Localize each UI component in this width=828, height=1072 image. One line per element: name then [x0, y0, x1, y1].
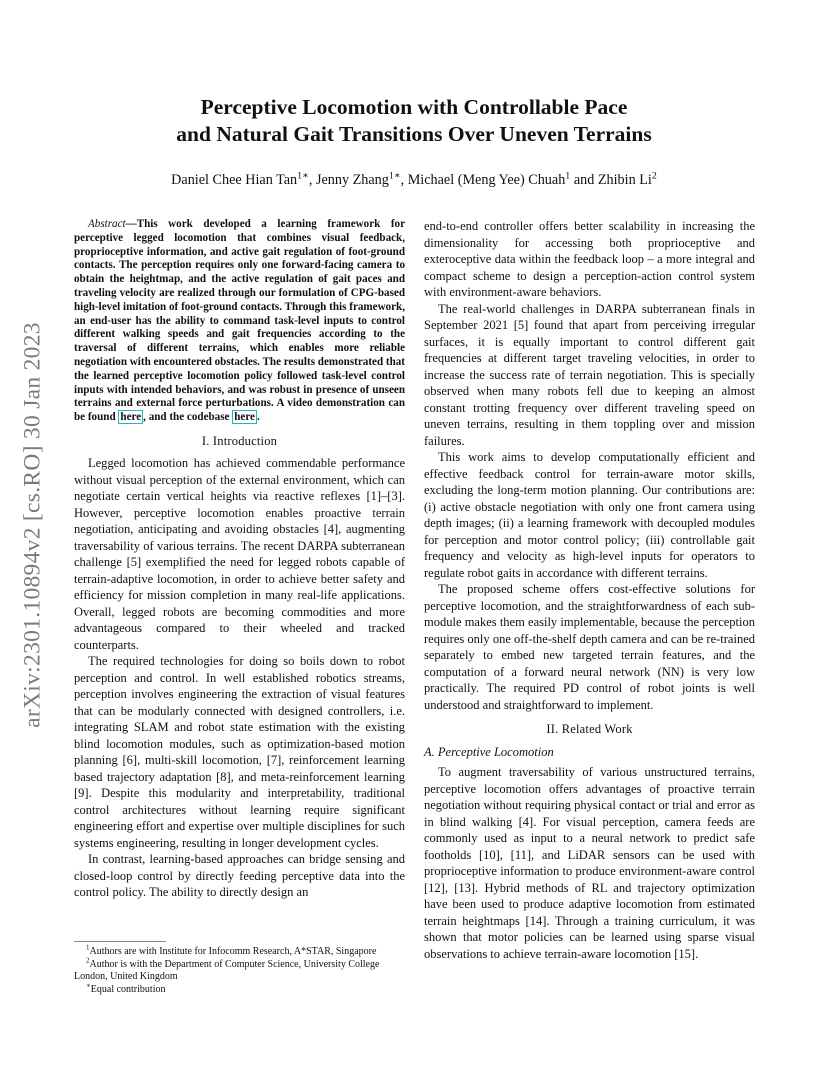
intro-paragraph-1: Legged locomotion has achieved commendable performance without visual perception of the external environment, which can negotiate certain vertical heights via reactive reflexes [1]–[3]. However, perceptive locomotion enables proactive terrain negotiation, anticipating and avoiding obstacles [4], augmenting traversability of various terrains. The recent DARPA subterranean challenge [5] exemplified the need for legged robots capable of terrain-adaptive locomotion, in order to achieve better safety and efficiency for mission completion in many real-life applications. Overall, legged robots are becoming commodities and more advantageous compared to their wheeled and tracked counterparts.	[74, 456, 405, 652]
title-line-2: and Natural Gait Transitions Over Uneven Terrains	[176, 122, 652, 146]
abstract-end: .	[256, 411, 260, 424]
author-list	[100, 170, 728, 190]
author-name: Daniel Chee Hian Tan	[171, 172, 298, 188]
title-line-1: Perceptive Locomotion with Controllable Pace	[200, 95, 628, 119]
author-separator: ,	[400, 172, 408, 188]
footnote	[74, 981, 405, 997]
author-name: Jenny Zhang	[315, 172, 389, 188]
intro-paragraph-2: The required technologies for doing so boils down to robot perception and control. In well established robotics streams, perception involves engineering the extraction of visual features that can be modularly connected with designed controllers, i.e. integrating SLAM and robot state estimation with the existing blind locomotion modules, such as optimization-based motion planning [6], multi-skill locomotion, [7], reinforcement learning based trajectory adaptation [8], and meta-reinforcement learning [9]. Despite this modularity and interpretability, traditional control architectures without learning require significant engineering effort and expertise over multiple disciplines for such systems engineering, resulting in longer development cycles.	[74, 654, 405, 850]
abstract-dash: —	[125, 218, 137, 230]
abstract-mid: , and the codebase	[143, 411, 233, 424]
footnote-text: Equal contribution	[90, 983, 166, 995]
arxiv-identifier: arXiv:2301.10894v2 [cs.RO] 30 Jan 2023	[19, 322, 46, 728]
abstract	[74, 218, 405, 425]
arxiv-sidebar	[20, 290, 46, 760]
author-mark: 1∗	[297, 170, 309, 182]
author-name: Zhibin Li	[597, 172, 652, 188]
footnote-mark: ∗	[86, 981, 91, 990]
related-work-heading: II. Related Work	[546, 722, 633, 736]
video-link[interactable]: here	[120, 411, 142, 424]
related-paragraph-1: To augment traversability of various unstructured terrains, perceptive locomotion offers advantages of proactive terrain negotiation without requiring physical contact or trial and error as in blind walking [4]. For visual perception, camera feeds are commonly used as input to a neural network to predict safe footholds [10], [11], and LiDAR sensors can be used with proprioceptive information to produce environment-aware control [12], [13]. Hybrid methods of RL and trajectory optimization have been used to produce adaptive locomotion from estimated terrain heightmaps [14]. Through a training curriculum, it was shown that motor policies can be learned using sparse visual observations to achieve terrain-aware locomotion [15].	[424, 765, 755, 961]
paper-title	[100, 94, 728, 148]
abstract-label: Abstract	[88, 218, 126, 230]
left-column	[74, 218, 405, 901]
author-name: Michael (Meng Yee) Chuah	[407, 172, 566, 188]
intro-paragraph-6: This work aims to develop computationally efficient and effective feedback control for terrain-aware motor skills, excluding the long-term motion planning. Our contributions are: (i) active obstacle negotiation with only one front camera using depth images; (ii) a learning framework with decoupled modules for perception and motor control policy; (iii) controllable gait frequency and velocity as high-level inputs for operators to regulate robot gaits in accordance with different terrains.	[424, 450, 755, 580]
abstract-text: This work developed a learning framework for perceptive legged locomotion that combines visual feedback, proprioceptive information, and active gait regulation of foot-ground contacts. The perception requires only one forward-facing camera to obtain the heightmap, and the active regulation of gait paces and traveling velocity are realized through our formulation of CPG-based high-level imitation of foot-ground contacts. Through this framework, an end-user has the ability to command task-level inputs to control different walking speeds and gait frequencies according to the traversal of different terrains, which enables more reliable negotiation with encountered obstacles. The results demonstrated that the learned perceptive locomotion policy followed task-level control inputs with intended behaviors, and was robust in presence of unseen terrains and external force perturbations. A video demonstration can be found	[74, 218, 405, 424]
author-mark: 2	[651, 170, 657, 182]
intro-paragraph-5: The real-world challenges in DARPA subterranean finals in September 2021 [5] found that apart from perceiving irregular surfaces, it is equally important to control different gait frequencies at different target traveling velocities, in order to increase the success rate of terrain negotiation. This is specially observed when many robots fell due to keeping an almost constant trotting frequency over different traveling speed on uneven terrains, resulting in them toppling over and mission failures.	[424, 301, 755, 448]
codebase-link[interactable]: here	[234, 411, 255, 424]
footnote-rule	[74, 941, 166, 942]
right-column	[424, 218, 755, 962]
intro-paragraph-3: In contrast, learning-based approaches can bridge sensing and closed-loop control by directly feeding perceptive data into the control policy. The ability to directly design an	[74, 852, 405, 900]
author-mark: 1∗	[388, 170, 401, 182]
footnote-text: Authors are with Institute for Infocomm Research, A*STAR, Singapore	[89, 946, 377, 957]
footnote-mark: 2	[86, 956, 90, 965]
introduction-heading: I. Introduction	[201, 433, 278, 448]
footnote-text: Author is with the Department of Computer Science, University College London, United Kingdom	[74, 958, 380, 983]
subsection-heading: A. Perceptive Locomotion	[424, 744, 554, 759]
intro-paragraph-7: The proposed scheme offers cost-effective solutions for perceptive locomotion, and the straightforwardness of each sub-module makes them easily implementable, because the perception requires only one off-the-shelf depth camera and can be re-trained separately to embed new targeted terrain features, and the computation of a forward neural network (NN) is very low practically. The required PD control of robot joints is well understood and straightforward to implement.	[424, 582, 755, 712]
author-separator: and	[570, 172, 598, 188]
footnote	[74, 956, 405, 984]
intro-paragraph-4: end-to-end controller offers better scalability in increasing the dimensionality for accessing both proprioceptive and exteroceptive data within the feedback loop – a more integral and compact scheme to design a perception-action control system with environment-aware behaviors.	[424, 219, 755, 299]
author-separator: ,	[308, 172, 316, 188]
footnotes	[74, 941, 405, 996]
footnote-mark: 1	[86, 943, 90, 952]
author-mark: 1	[565, 170, 571, 182]
footnote	[74, 943, 405, 959]
